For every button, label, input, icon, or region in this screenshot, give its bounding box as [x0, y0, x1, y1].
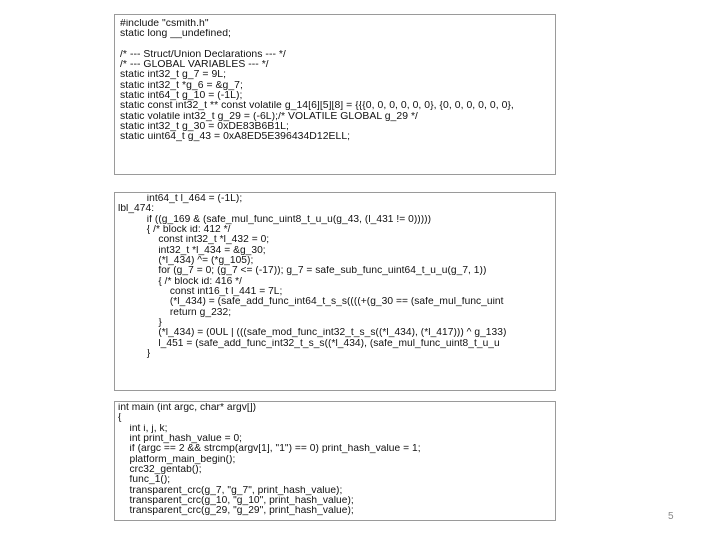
slide-number: 5 [668, 511, 674, 522]
code-line: #include "csmith.h" [120, 19, 209, 29]
code-line: static volatile int32_t g_29 = (-6L);/* VOLATILE GLOBAL g_29 */ [120, 111, 418, 122]
code-line: l_451 = (safe_add_func_int32_t_s_s((*l_434), (safe_mul_func_uint8_t_u_u [118, 338, 500, 349]
code-line: static uint64_t g_43 = 0xA8ED5E396434D12ELL; [120, 132, 351, 143]
code-panel-function-body [114, 192, 556, 391]
code-line: static const int32_t ** const volatile g_14[6][5][8] = {{{0, 0, 0, 0, 0, 0}, {0, 0, 0, 0, 0, 0}, [120, 101, 514, 112]
code-line: { /* block id: 416 */ [118, 276, 243, 287]
code-line: crc32_gentab(); [118, 465, 202, 476]
code-line: const int32_t *l_432 = 0; [118, 235, 270, 246]
code-line: if ((g_169 & (safe_mul_func_uint8_t_u_u(g_43, (l_431 != 0))))) [118, 214, 432, 225]
code-line: const int16_t l_441 = 7L; [118, 287, 283, 298]
code-line: } [118, 349, 151, 360]
code-line: /* --- GLOBAL VARIABLES --- */ [120, 60, 269, 71]
code-line: transparent_crc(g_29, "g_29", print_hash_value); [118, 506, 354, 517]
code-line: int main (int argc, char* argv[]) [118, 403, 257, 413]
code-line: static int32_t g_30 = 0xDE83B6B1L; [120, 121, 289, 132]
code-line: static long __undefined; [120, 29, 231, 40]
code-line: lbl_474: [118, 204, 155, 215]
code-line: static int32_t g_7 = 9L; [120, 70, 227, 81]
code-line: for (g_7 = 0; (g_7 <= (-17)); g_7 = safe_sub_func_uint64_t_u_u(g_7, 1)) [118, 266, 487, 277]
code-line: (*l_434) ^= (*g_105); [118, 256, 254, 267]
code-line: { /* block id: 412 */ [118, 225, 231, 236]
code-line: if (argc == 2 && strcmp(argv[1], "1") == 0) print_hash_value = 1; [118, 444, 421, 455]
code-panel-main [114, 401, 556, 521]
code-line: int print_hash_value = 0; [118, 434, 243, 445]
code-line: /* --- Struct/Union Declarations --- */ [120, 49, 286, 60]
code-line: int i, j, k; [118, 423, 168, 434]
code-line: transparent_crc(g_7, "g_7", print_hash_value); [118, 485, 343, 496]
code-line: { [118, 413, 122, 424]
code-line: platform_main_begin(); [118, 454, 236, 465]
code-line: int64_t l_464 = (-1L); [118, 194, 243, 204]
code-line: (*l_434) = (0UL | (((safe_mod_func_int32_t_s_s((*l_434), (*l_417))) ^ g_133) [118, 328, 507, 339]
code-panel-globals [114, 14, 556, 175]
code-line: static int64_t g_10 = (-1L); [120, 91, 243, 102]
code-line: func_1(); [118, 475, 171, 486]
code-line [120, 40, 555, 50]
code-line: static int32_t *g_6 = &g_7; [120, 80, 243, 91]
code-line: } [118, 318, 162, 329]
code-line: (*l_434) = (safe_add_func_int64_t_s_s((((+(g_30 == (safe_mul_func_uint [118, 297, 504, 308]
code-line: int32_t *l_434 = &g_30; [118, 245, 266, 256]
code-line: return g_232; [118, 307, 232, 318]
code-line: transparent_crc(g_10, "g_10", print_hash_value); [118, 496, 354, 507]
